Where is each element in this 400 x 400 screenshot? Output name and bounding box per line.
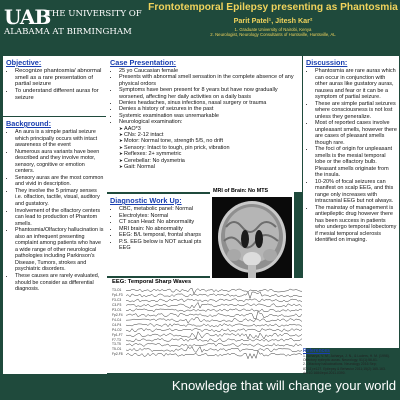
diagnostic-section bbox=[106, 194, 212, 276]
objective-list bbox=[6, 68, 105, 102]
eeg-channel-label: Fp2-F8 bbox=[112, 352, 123, 357]
eeg-trace bbox=[126, 317, 302, 323]
list-item: • 25 yo Caucasian female bbox=[119, 68, 300, 74]
list-item: • Systemic examination was unremarkable bbox=[119, 113, 300, 119]
mri-brain-image bbox=[212, 197, 292, 281]
eeg-channel-label: T3-T5 bbox=[112, 342, 121, 347]
reference-item: 2. Olfactory hallucinations. Neurology 2016 Sep; 87(11):e127. Epilepsy & Behavior 2011;15(2):165-163. bbox=[303, 362, 386, 371]
eeg-figure bbox=[106, 278, 306, 373]
list-item: • They involve the 5 primary senses i.e. olfaction, tactile, visual, auditory and gustatory. bbox=[15, 188, 105, 208]
eeg-channel-label: F7-T3 bbox=[112, 337, 121, 342]
eeg-channel-label: T5-O1 bbox=[112, 347, 122, 352]
diagnostic-heading: Diagnostic Work Up: bbox=[110, 196, 182, 205]
eeg-channel-label: F4-C4 bbox=[112, 317, 122, 322]
tagline: Knowledge that will change your world bbox=[171, 378, 397, 393]
logo-mark: UAB bbox=[4, 5, 51, 29]
background-section bbox=[3, 117, 107, 397]
discussion-heading: Discussion: bbox=[306, 58, 348, 67]
university-name-line2: ALABAMA AT BIRMINGHAM bbox=[4, 27, 132, 37]
eeg-channel-label: T3-O1 bbox=[112, 288, 122, 292]
list-item: • Recognize phantosmia/ abnormal smell as a rare presentation of partial seizure bbox=[15, 68, 105, 88]
eeg-trace bbox=[126, 332, 302, 339]
objective-heading: Objective: bbox=[6, 58, 42, 67]
eeg-channel-label: C4-P4 bbox=[112, 322, 122, 327]
neuro-exam-list bbox=[110, 126, 300, 171]
list-item: • Phantosmia/Olfactory hallucination is also an infrequent presenting complaint among patients who have a wide range of other neurological pathologies including Parkinson's Disease, Tumors, strokes and psychiatric disorders. bbox=[15, 227, 105, 273]
list-item: • The foci of origin for unpleasant smells is the mesial temporal lobe or the olfactory bulb. Pleasant smells originate from the insula. bbox=[315, 146, 397, 179]
eeg-channel-label: P3-O1 bbox=[112, 307, 122, 312]
list-item: • 10-20% of focal seizures can manifest on scalp EEG, and this range only increases with intracranial EEG but not always. bbox=[315, 179, 397, 205]
references-heading: References bbox=[303, 348, 330, 354]
eeg-trace bbox=[126, 292, 302, 299]
list-item: • Presents with abnormal smell sensation in the complete absence of any physical ordors bbox=[119, 74, 300, 87]
eeg-trace bbox=[126, 309, 302, 312]
list-item: • MRI brain: No abnormality bbox=[119, 226, 210, 233]
case-presentation-section bbox=[106, 56, 302, 192]
list-item: • P.S. EEG below is NOT actual pts EEG bbox=[119, 239, 210, 252]
eeg-trace bbox=[126, 299, 302, 302]
eeg-trace bbox=[126, 302, 302, 308]
eeg-trace bbox=[126, 347, 302, 353]
list-item: • An aura is a simple partial seizure which principally occurs with intact awareness of the event bbox=[15, 129, 105, 149]
eeg-channel-label: Fp1-F7 bbox=[112, 332, 123, 337]
list-item: ➤ Sensory: Intact to tough, pin prick, vibration bbox=[119, 145, 300, 151]
eeg-trace bbox=[126, 338, 302, 341]
eeg-channel-label: Fp2-F4 bbox=[112, 312, 123, 317]
eeg-caption: EEG: Temporal Sharp Waves bbox=[112, 279, 192, 285]
eeg-channel-label: Fp1-F3 bbox=[112, 292, 123, 297]
list-item: • EEG: B/L temporal, frontal sharps bbox=[119, 232, 210, 239]
list-item: • Denies headaches, sinus infections, nasal surgery or trauma bbox=[119, 100, 300, 106]
list-item: ➤ AAO*3 bbox=[119, 126, 300, 132]
list-item: • Symptoms have been present for 8 years but have now gradually worsened, affecting her daily activities on a daily basis bbox=[119, 87, 300, 100]
background-list bbox=[6, 129, 105, 293]
eeg-trace-chart bbox=[126, 288, 302, 360]
reference-item: 1. Acharya, V. M., Acharya, J. N., & Luders, H. M. (1998). Olfactory epileptic auras. Neurology, 51(1):56-61. bbox=[303, 354, 390, 363]
affiliation-1: 1. Graduate University of Nairobi, Kenya bbox=[234, 27, 312, 32]
case-heading: Case Presentation: bbox=[110, 58, 177, 67]
poster-authors: Parit Patel¹, Jitesh Kar² bbox=[233, 16, 313, 25]
list-item: • CT scan Head: No abnormality bbox=[119, 219, 210, 226]
mri-caption: MRI of Brain: No MTS bbox=[213, 188, 269, 194]
diagnostic-list bbox=[110, 206, 210, 252]
list-item: ➤ CNs: 2-12 intact bbox=[119, 132, 300, 138]
eeg-channel-label: F3-C3 bbox=[112, 297, 122, 302]
list-item: • CBC, metabolic panel: Normal bbox=[119, 206, 210, 213]
discussion-list bbox=[306, 68, 397, 244]
eeg-trace bbox=[126, 329, 302, 332]
list-item: • To understand different auras for seizure bbox=[15, 88, 105, 101]
affiliation-2: 2. Neurologist, Neurology Consultants of Huntsville, Huntsville, AL bbox=[210, 32, 336, 37]
list-item: • Involvement of the olfactory centers can lead to production of Phantom smells. bbox=[15, 208, 105, 228]
list-item: • These causes are rarely evaluated, should be consider as differential diagnosis. bbox=[15, 273, 105, 293]
mri-figure bbox=[210, 188, 294, 284]
list-item: ➤ Cerebellar: No dysmetria bbox=[119, 158, 300, 164]
list-item: ➤ Motor: Normal tone, strength 5/5, no drift bbox=[119, 138, 300, 144]
list-item: • Sensory auras are the most common and vivid in description. bbox=[15, 175, 105, 188]
list-item: • Phantosmia are rare auras which can occur in conjunction with other auras like gustatory auras, nausea and fear or it can be a symptom of partial seizure. bbox=[315, 68, 397, 101]
references-section bbox=[303, 348, 394, 375]
eeg-trace bbox=[126, 288, 302, 294]
campus-photo-strip bbox=[0, 374, 168, 400]
list-item: • Numerous aura variants have been described and they involve motor, sensory, cognitive or emotion centers. bbox=[15, 149, 105, 175]
list-item: ➤ Gait: Normal bbox=[119, 164, 300, 170]
objective-section bbox=[3, 56, 107, 116]
poster-title: Frontotemporal Epilepsy presenting as Phantosmia bbox=[148, 2, 398, 13]
case-list bbox=[110, 68, 300, 126]
reference-item: doi:10.1684/epd.2011.0390. bbox=[303, 370, 346, 375]
eeg-channel-labels bbox=[112, 288, 126, 357]
uab-logo bbox=[4, 7, 142, 47]
poster-header bbox=[0, 0, 400, 52]
list-item: • Denies a history of seizures in the past bbox=[119, 106, 300, 112]
eeg-trace bbox=[126, 343, 302, 346]
list-item: ➤ Reflexes: 2+ symmetric bbox=[119, 151, 300, 157]
eeg-channel-label: P4-O2 bbox=[112, 327, 122, 332]
eeg-trace bbox=[126, 311, 302, 319]
list-item: • These are simple partial seizures where consciousness is not lost unless they generalize. bbox=[315, 101, 397, 121]
eeg-channel-label: C3-P3 bbox=[112, 302, 122, 307]
discussion-section bbox=[303, 56, 399, 348]
list-item: • The mainstay of management is antiepileptic drug however there has been success in patients who undergo temporal lobectomy if mesial temporal sclerosis identified on imaging. bbox=[315, 205, 397, 244]
university-name-line1: THE UNIVERSITY OF bbox=[46, 9, 142, 19]
list-item: • Neurological examination: bbox=[119, 119, 300, 125]
list-item: • Electrolytes: Normal bbox=[119, 213, 210, 220]
background-heading: Background: bbox=[6, 119, 51, 128]
eeg-trace bbox=[126, 324, 302, 327]
list-item: • Most of reported cases involve unpleasant smells, however there are cases of pleasant smells though rare. bbox=[315, 120, 397, 146]
eeg-trace bbox=[126, 351, 302, 359]
